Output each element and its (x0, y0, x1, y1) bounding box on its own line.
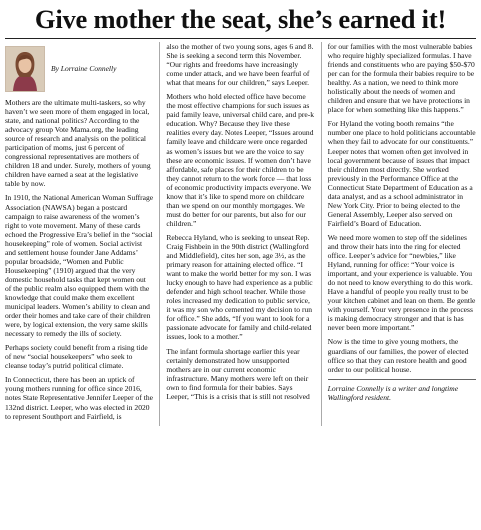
column-3 (328, 42, 476, 426)
column-1 (5, 42, 153, 426)
paragraph: Rebecca Hyland, who is seeking to unseat Rep. Craig Fishbein in the 90th district (Wallingford and Middlefield), cites her son, age 3½, as the primary reason for attaining elected office. “I want to make the world better for my son. I was lucky enough to have had experience as a public defender and high school teacher. While those roles increased my dedication to public service, it was my son who cemented my decision to run for office.” She adds, “If you want to look for a passionate advocate for family and child-related issues, look to a mother.” (166, 232, 313, 342)
paragraph: Mothers who hold elected office have become the most effective champions for such issues as paid family leave, universal child care, and pre-k education. Why? Because they live these realities every day. Notes Leeper, “Issues around family leave and childcare were once regarded as women’s issues but we are the voice to say these are economic issues. If women don’t have affordable, safe places for their children to be they cannot return to the work force — that loss of economic productivity impacts everyone. We know that it’s like to spend more on childcare than we spend on our monthly mortgages. We must do better for our parents, but also for our children.” (166, 92, 315, 228)
paragraph: Perhaps society could benefit from a rising tide of new “social housekeepers” who seek to cleanse today’s putrid political climate. (5, 343, 148, 371)
paragraph: We need more women to step off the sidelines and throw their hats into the ring for elected office. Leeper’s advice for “newbies,” like Hyland, running for office: “Your voice is important, and your experience is valuable. You do not need to know everything to do this work. Have a handful of people you really trust to be your kitchen cabinet and lean on them. Be gentle with yourself. Your very presence in the process is making democracy stronger and that is has never been more important.” (327, 232, 476, 333)
column-divider (321, 42, 322, 426)
article-columns (5, 42, 476, 426)
paragraph: Now is the time to give young mothers, the guardians of our families, the power of elected office so that they can restore health and good order to our political house. (327, 337, 469, 374)
column-divider (159, 42, 160, 426)
paragraph: also the mother of two young sons, ages 6 and 8. She is seeking a second term this November. “Our rights and freedoms have increasingly come under attack, and we have been fearful of what that means for our children,” says Leeper. (166, 42, 314, 88)
byline-row (5, 46, 153, 92)
paragraph: for our families with the most vulnerable babies who require highly specialized formulas. I have friends and constituents who are paying $50-$70 per can for the formula their babies require to be healthy. As a nation, we need to think more holistically about the needs of women and children and ensure that we have protections in place for when something like this happens.” (327, 42, 475, 115)
headline-rule (5, 38, 476, 39)
author-portrait-icon (6, 47, 44, 91)
column-2 (166, 42, 314, 426)
paragraph: In Connecticut, there has been an uptick of young mothers running for office since 2016, notes State Representative Jennifer Leeper of the 132nd district. Leeper, who was elected in 2020 to represent Southport and Fairfield, is (5, 375, 153, 421)
headline: Give mother the seat, she’s earned it! (34, 4, 447, 34)
paragraph: For Hyland the voting booth remains “the number one place to hold politicians accountable when they fail to advocate for our constituents.” Leeper notes that women often get involved in local government because of issues that impact their children most directly. She worked previously in the Performance Office at the Connecticut State Department of Education as a data analyst, and as a school administrator in New York City. Prior to being elected to the General Assembly, Leeper also served on Fairfield’s Board of Education. (327, 119, 476, 228)
author-photo (5, 46, 45, 92)
byline: By Lorraine Connelly (51, 64, 117, 74)
paragraph: The infant formula shortage earlier this year certainly demonstrated how unsupported mothers are in our current economic infrastructure. Many mothers were left on their own to find formula for their babies. Says Leeper, “This is a crisis that is still not resolved (166, 346, 310, 401)
paragraph: Mothers are the ultimate multi-taskers, so why haven’t we seen more of them engaged in local, state, and national politics? According to the advocacy group Vote Mama.org, the leading source of research and analysis on the political participation of moms, just 6 percent of congressional representatives are mothers of children 18 and under. Surely, mothers of young children have earned a seat at the legislative table by now. (5, 98, 151, 189)
paragraph: In 1910, the National American Woman Suffrage Association (NAWSA) began a postcard campaign to raise awareness of the women’s right to vote movement. Many of these cards echoed the Progressive Era’s belief in the “social housekeeping” role of women. Social activist and settlement house founder Jane Addams’ popular broadside, “Women and Public Housekeeping” (1910) argued that the very domestic household tasks that kept women out of the public realm also equipped them with the knowledge that could make them excellent municipal leaders. Women’s ability to clean and order their homes and take care of their children were, by logical extension, the very same skills necessary to remedy the ills of society. (5, 193, 154, 339)
author-endnote: Lorraine Connelly is a writer and longtime Wallingford resident. (328, 379, 476, 402)
